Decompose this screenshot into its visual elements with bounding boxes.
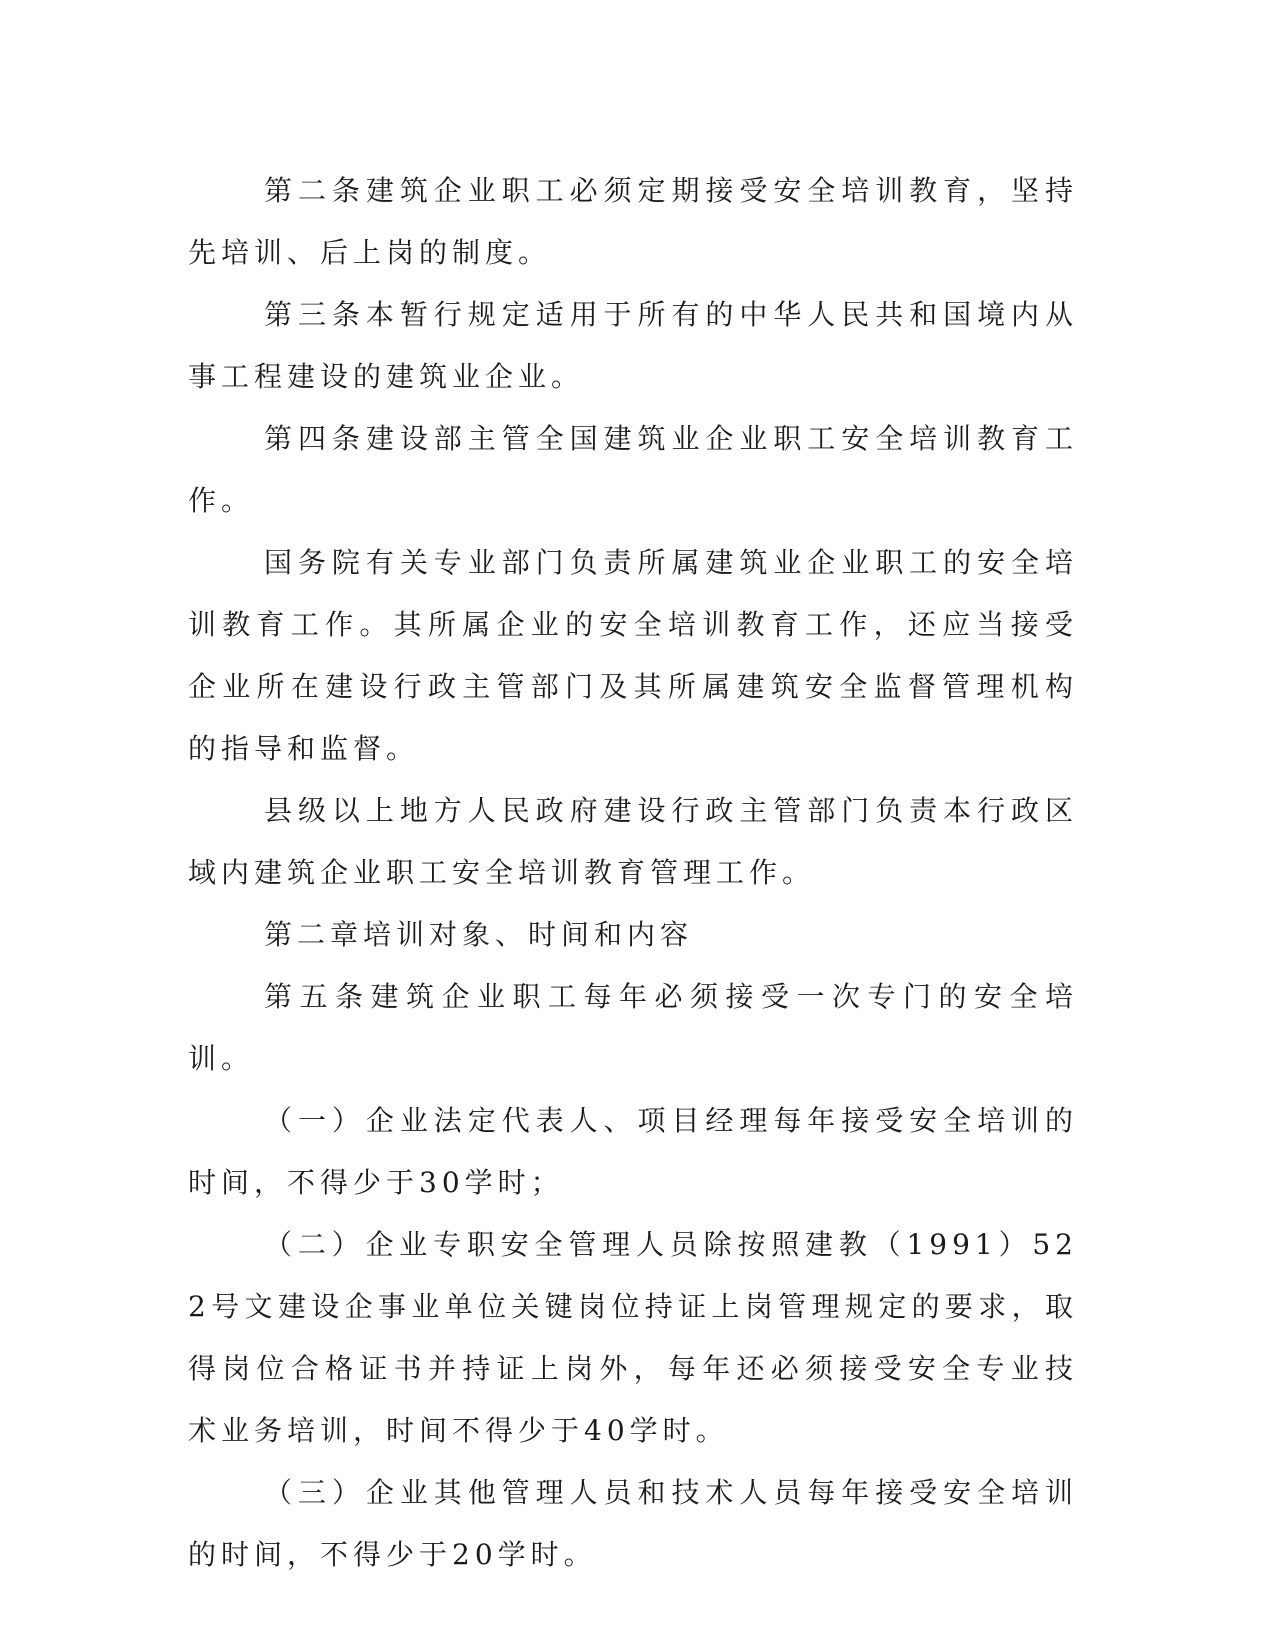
article-2-paragraph: 第二条建筑企业职工必须定期接受安全培训教育，坚持先培训、后上岗的制度。 — [188, 174, 1078, 269]
chapter-2-heading: 第二章培训对象、时间和内容 — [264, 918, 694, 951]
article-3-paragraph: 第三条本暂行规定适用于所有的中华人民共和国境内从事工程建设的建筑业企业。 — [188, 298, 1078, 393]
item-1-paragraph: （一）企业法定代表人、项目经理每年接受安全培训的时间，不得少于30学时； — [188, 1104, 1078, 1199]
article-4-paragraph: 第四条建设部主管全国建筑业企业职工安全培训教育工作。 — [188, 422, 1078, 517]
state-council-paragraph: 国务院有关专业部门负责所属建筑业企业职工的安全培训教育工作。其所属企业的安全培训教育工作，还应当接受企业所在建设行政主管部门及其所属建筑安全监督管理机构的指导和监督。 — [188, 546, 1078, 765]
item-2-paragraph: （二）企业专职安全管理人员除按照建教（1991）522号文建设企事业单位关键岗位持证上岗管理规定的要求，取得岗位合格证书并持证上岗外，每年还必须接受安全专业技术业务培训，时间不得少于40学时。 — [188, 1228, 1078, 1447]
county-level-paragraph: 县级以上地方人民政府建设行政主管部门负责本行政区域内建筑企业职工安全培训教育管理工作。 — [188, 794, 1078, 889]
article-5-paragraph: 第五条建筑企业职工每年必须接受一次专门的安全培训。 — [188, 980, 1078, 1075]
document-body — [188, 160, 1078, 1586]
item-3-paragraph: （三）企业其他管理人员和技术人员每年接受安全培训的时间，不得少于20学时。 — [188, 1476, 1078, 1571]
